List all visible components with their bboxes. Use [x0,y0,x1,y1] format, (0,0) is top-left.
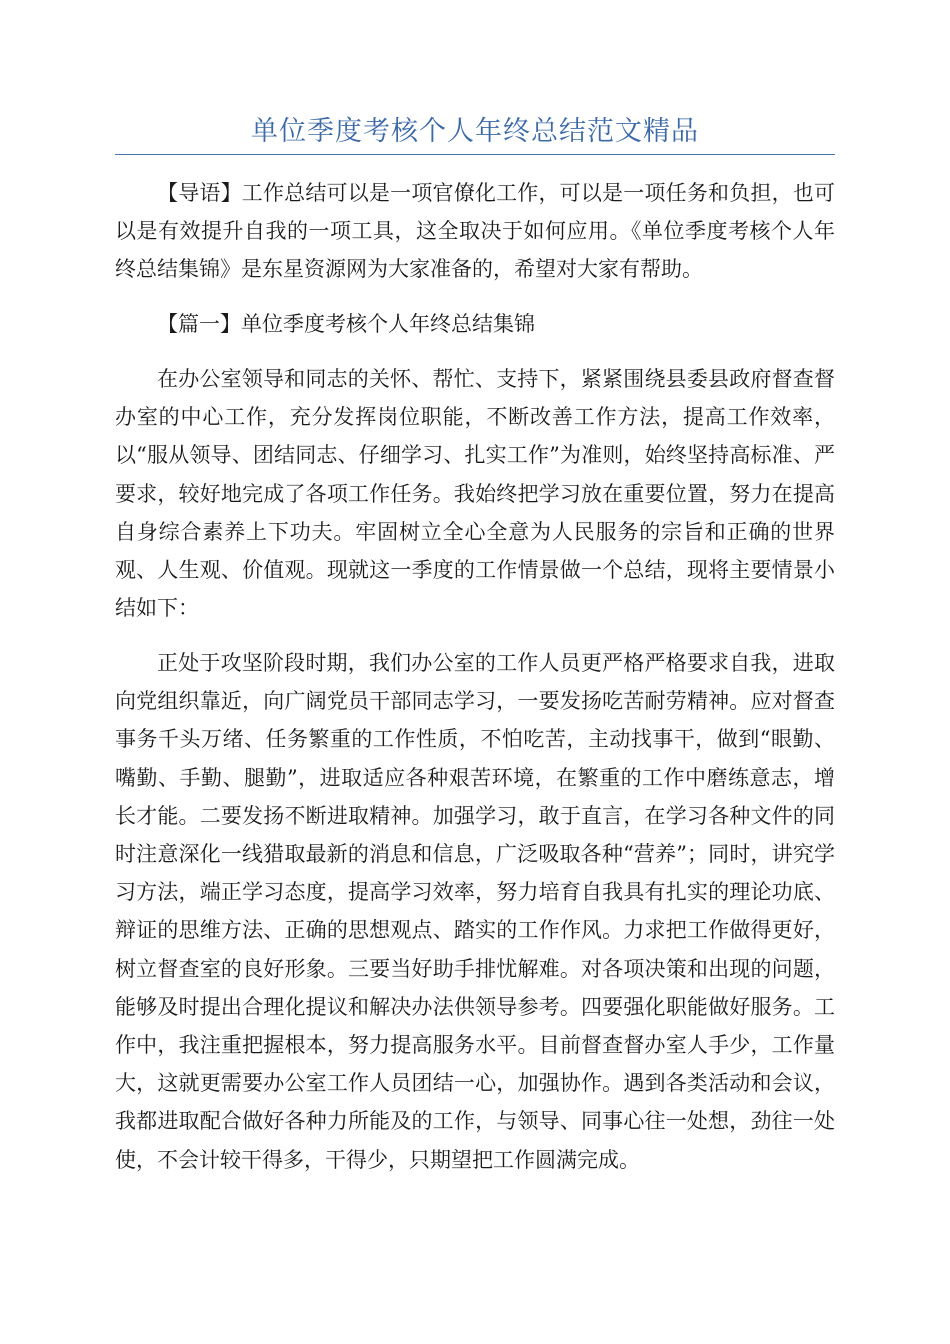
title-underline [115,154,835,155]
body-paragraph-1: 在办公室领导和同志的关怀、帮忙、支持下，紧紧围绕县委县政府督查督办室的中心工作，充分发挥岗位职能，不断改善工作方法，提高工作效率，以“服从领导、团结同志、仔细学习、扎实工作”为准则，始终坚持高标准、严要求，较好地完成了各项工作任务。我始终把学习放在重要位置，努力在提高自身综合素养上下功夫。牢固树立全心全意为人民服务的宗旨和正确的世界观、人生观、价值观。现就这一季度的工作情景做一个总结，现将主要情景小结如下： [115,367,835,621]
body-paragraph-2: 正处于攻坚阶段时期，我们办公室的工作人员更严格严格要求自我，进取向党组织靠近，向广阔党员干部同志学习，一要发扬吃苦耐劳精神。应对督查事务千头万绪、任务繁重的工作性质，不怕吃苦，主动找事干，做到“眼勤、嘴勤、手勤、腿勤”，进取适应各种艰苦环境，在繁重的工作中磨练意志，增长才能。二要发扬不断进取精神。加强学习，敢于直言，在学习各种文件的同时注意深化一线猎取最新的消息和信息，广泛吸取各种“营养”；同时，讲究学习方法，端正学习态度，提高学习效率，努力培育自我具有扎实的理论功底、辩证的思维方法、正确的思想观点、踏实的工作作风。力求把工作做得更好，树立督查室的良好形象。三要当好助手排忧解难。对各项决策和出现的问题，能够及时提出合理化提议和解决办法供领导参考。四要强化职能做好服务。工作中，我注重把握根本，努力提高服务水平。目前督查督办室人手少，工作量大，这就更需要办公室工作人员团结一心，加强协作。遇到各类活动和会议，我都进取配合做好各种力所能及的工作，与领导、同事心往一处想，劲往一处使，不会计较干得多，干得少，只期望把工作圆满完成。 [115,651,835,1172]
document-title: 单位季度考核个人年终总结范文精品 [251,116,699,147]
section-heading: 【篇一】单位季度考核个人年终总结集锦 [157,312,535,336]
intro-paragraph: 【导语】工作总结可以是一项官僚化工作，可以是一项任务和负担，也可以是有效提升自我的一项工具，这全取决于如何应用。《单位季度考核个人年终总结集锦》是东星资源网为大家准备的，希望对大家有帮助。 [115,181,835,282]
